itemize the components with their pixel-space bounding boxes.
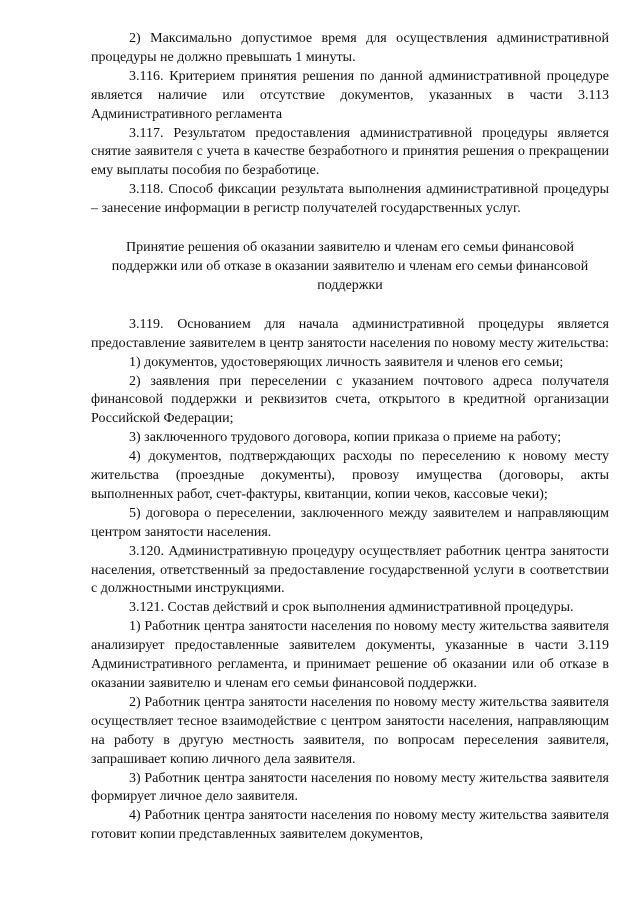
list-item-5-relocation-agreement: 5) договора о переселении, заключенного между заявителем и направляющим центром занятости населения.	[91, 505, 609, 540]
step-1-analysis: 1) Работник центра занятости населения по новому месту жительства заявителя анализирует предоставленные заявителем документы, указанные в части 3.119 Административного регламента, и принимает решение об оказании или об отказе в оказании заявителю и членам его семьи финансовой поддержки.	[91, 619, 609, 691]
list-item-4-expense-documents: 4) документов, подтверждающих расходы по переселению к новому месту жительства (проездные документы), провозу имущества (договоры, акты выполненных работ, счет-фактуры, квитанции, копии чеков, кассовые чеки);	[91, 449, 609, 502]
paragraph-max-time: 2) Максимально допустимое время для осуществления административной процедуры не должно превышать 1 минуты.	[91, 31, 609, 65]
document-page	[91, 30, 609, 845]
step-2-interaction: 2) Работник центра занятости населения по новому месту жительства заявителя осуществляет тесное взаимодействие с центром занятости населения, направляющим на работу в другую местность заявителя, по вопросам переселения заявителя, запрашивает копию личного дела заявителя.	[91, 694, 609, 767]
step-4-copies: 4) Работник центра занятости населения по новому месту жительства заявителя готовит копии представленных заявителем документов,	[91, 808, 609, 843]
list-item-1-identity-documents: 1) документов, удостоверяющих личность заявителя и членов его семьи;	[129, 354, 564, 370]
paragraph-3-121: 3.121. Состав действий и срок выполнения административной процедуры.	[129, 600, 574, 616]
paragraph-3-119: 3.119. Основанием для начала административной процедуры является предоставление заявителем в центр занятости населения по новому месту жительства:	[91, 316, 609, 351]
list-item-2-application: 2) заявления при переселении с указанием почтового адреса получателя финансовой поддержки и реквизитов счета, открытого в кредитной организации Российской Федерации;	[91, 373, 609, 427]
paragraph-3-120: 3.120. Административную процедуру осуществляет работник центра занятости населения, ответственный за предоставление государственной услуги в соответствии с должностными инструкциями.	[91, 543, 609, 597]
list-item-3-employment-contract: 3) заключенного трудового договора, копии приказа о приеме на работу;	[129, 430, 562, 446]
paragraph-3-116: 3.116. Критерием принятия решения по данной административной процедуре является наличие или отсутствие документов, указанных в части 3.113 Административного регламента	[91, 68, 609, 122]
step-3-personal-file: 3) Работник центра занятости населения по новому месту жительства заявителя формирует личное дело заявителя.	[91, 770, 609, 805]
paragraph-3-118: 3.118. Способ фиксации результата выполнения административной процедуры – занесение информации в регистр получателей государственных услуг.	[91, 182, 609, 217]
paragraph-3-117: 3.117. Результатом предоставления административной процедуры является снятие заявителя с учета в качестве безработного и принятия решения о прекращении ему выплаты пособия по безработице.	[91, 125, 609, 179]
section-heading: Принятие решения об оказании заявителю и членам его семьи финансовой поддержки или об отказе в оказании заявителю и членам его семьи финансовой поддержки	[111, 240, 589, 293]
